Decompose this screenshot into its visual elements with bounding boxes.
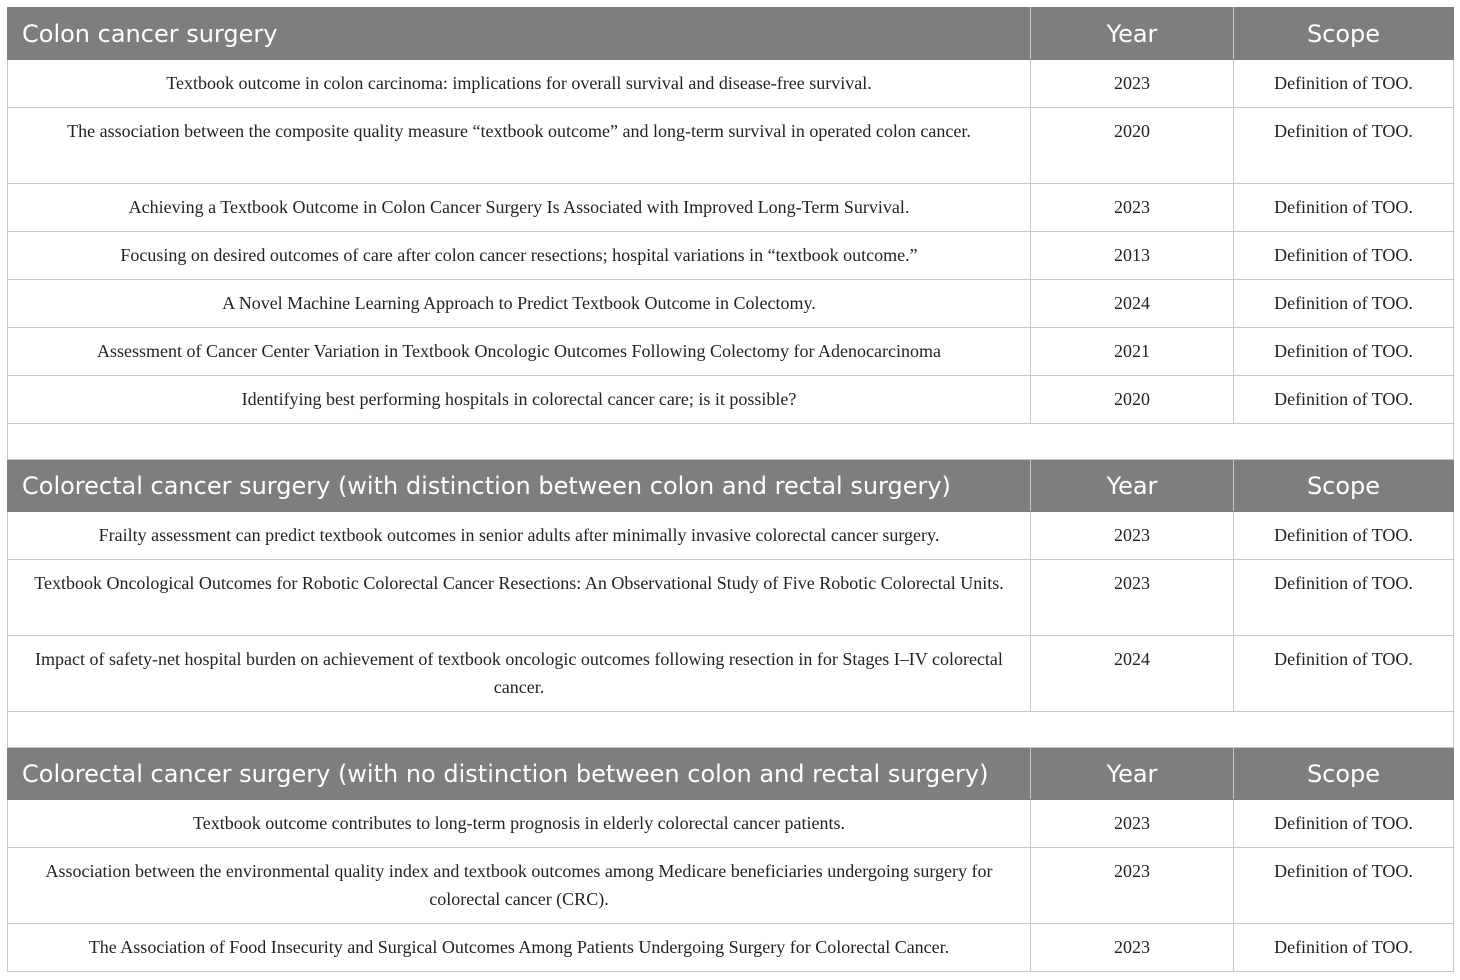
section-header-row [8,460,1454,512]
paper-title: A Novel Machine Learning Approach to Predict Textbook Outcome in Colectomy. [8,280,1031,328]
table-row [8,376,1454,424]
paper-scope: Definition of TOO. [1234,376,1454,424]
paper-year: 2021 [1031,328,1234,376]
scope-header: Scope [1234,460,1454,512]
paper-scope: Definition of TOO. [1234,232,1454,280]
section-title: Colon cancer surgery [8,8,1031,60]
paper-scope: Definition of TOO. [1234,328,1454,376]
table-row [8,108,1454,184]
table-row [8,60,1454,108]
spacer-cell [8,712,1454,748]
paper-year: 2023 [1031,848,1234,924]
section-spacer [8,424,1454,460]
spacer-cell [8,424,1454,460]
section-header-row [8,8,1454,60]
year-header: Year [1031,8,1234,60]
paper-scope: Definition of TOO. [1234,636,1454,712]
paper-title: Assessment of Cancer Center Variation in Textbook Oncologic Outcomes Following Colectomy for Adenocarcinoma [8,328,1031,376]
table-row [8,232,1454,280]
paper-title: Impact of safety-net hospital burden on achievement of textbook oncologic outcomes following resection in for Stages I–IV colorectal cancer. [8,636,1031,712]
scope-header: Scope [1234,748,1454,800]
table-row [8,848,1454,924]
literature-table [7,7,1454,972]
paper-year: 2024 [1031,636,1234,712]
paper-title: The Association of Food Insecurity and Surgical Outcomes Among Patients Undergoing Surgery for Colorectal Cancer. [8,924,1031,972]
paper-year: 2023 [1031,184,1234,232]
table-row [8,184,1454,232]
paper-scope: Definition of TOO. [1234,184,1454,232]
paper-title: Focusing on desired outcomes of care after colon cancer resections; hospital variations in “textbook outcome.” [8,232,1031,280]
paper-scope: Definition of TOO. [1234,924,1454,972]
paper-title: Association between the environmental quality index and textbook outcomes among Medicare beneficiaries undergoing surgery for colorectal cancer (CRC). [8,848,1031,924]
paper-scope: Definition of TOO. [1234,800,1454,848]
section-spacer [8,712,1454,748]
table-row [8,636,1454,712]
paper-year: 2013 [1031,232,1234,280]
year-header: Year [1031,748,1234,800]
table-row [8,924,1454,972]
paper-year: 2023 [1031,512,1234,560]
paper-year: 2024 [1031,280,1234,328]
paper-year: 2023 [1031,60,1234,108]
paper-scope: Definition of TOO. [1234,512,1454,560]
section-title: Colorectal cancer surgery (with no distinction between colon and rectal surgery) [8,748,1031,800]
paper-scope: Definition of TOO. [1234,108,1454,184]
section-header-row [8,748,1454,800]
paper-title: Textbook outcome contributes to long-term prognosis in elderly colorectal cancer patients. [8,800,1031,848]
paper-scope: Definition of TOO. [1234,848,1454,924]
paper-title: Frailty assessment can predict textbook outcomes in senior adults after minimally invasive colorectal cancer surgery. [8,512,1031,560]
paper-title: Textbook Oncological Outcomes for Robotic Colorectal Cancer Resections: An Observational Study of Five Robotic Colorectal Units. [8,560,1031,636]
table-row [8,800,1454,848]
table-row [8,280,1454,328]
paper-year: 2023 [1031,560,1234,636]
year-header: Year [1031,460,1234,512]
table-row [8,512,1454,560]
paper-year: 2023 [1031,924,1234,972]
paper-year: 2020 [1031,376,1234,424]
paper-scope: Definition of TOO. [1234,560,1454,636]
table-row [8,328,1454,376]
table-row [8,560,1454,636]
paper-title: Textbook outcome in colon carcinoma: implications for overall survival and disease-free survival. [8,60,1031,108]
paper-scope: Definition of TOO. [1234,60,1454,108]
paper-scope: Definition of TOO. [1234,280,1454,328]
paper-title: Achieving a Textbook Outcome in Colon Cancer Surgery Is Associated with Improved Long-Term Survival. [8,184,1031,232]
paper-title: The association between the composite quality measure “textbook outcome” and long-term survival in operated colon cancer. [8,108,1031,184]
section-title: Colorectal cancer surgery (with distinction between colon and rectal surgery) [8,460,1031,512]
paper-title: Identifying best performing hospitals in colorectal cancer care; is it possible? [8,376,1031,424]
scope-header: Scope [1234,8,1454,60]
paper-year: 2023 [1031,800,1234,848]
paper-year: 2020 [1031,108,1234,184]
